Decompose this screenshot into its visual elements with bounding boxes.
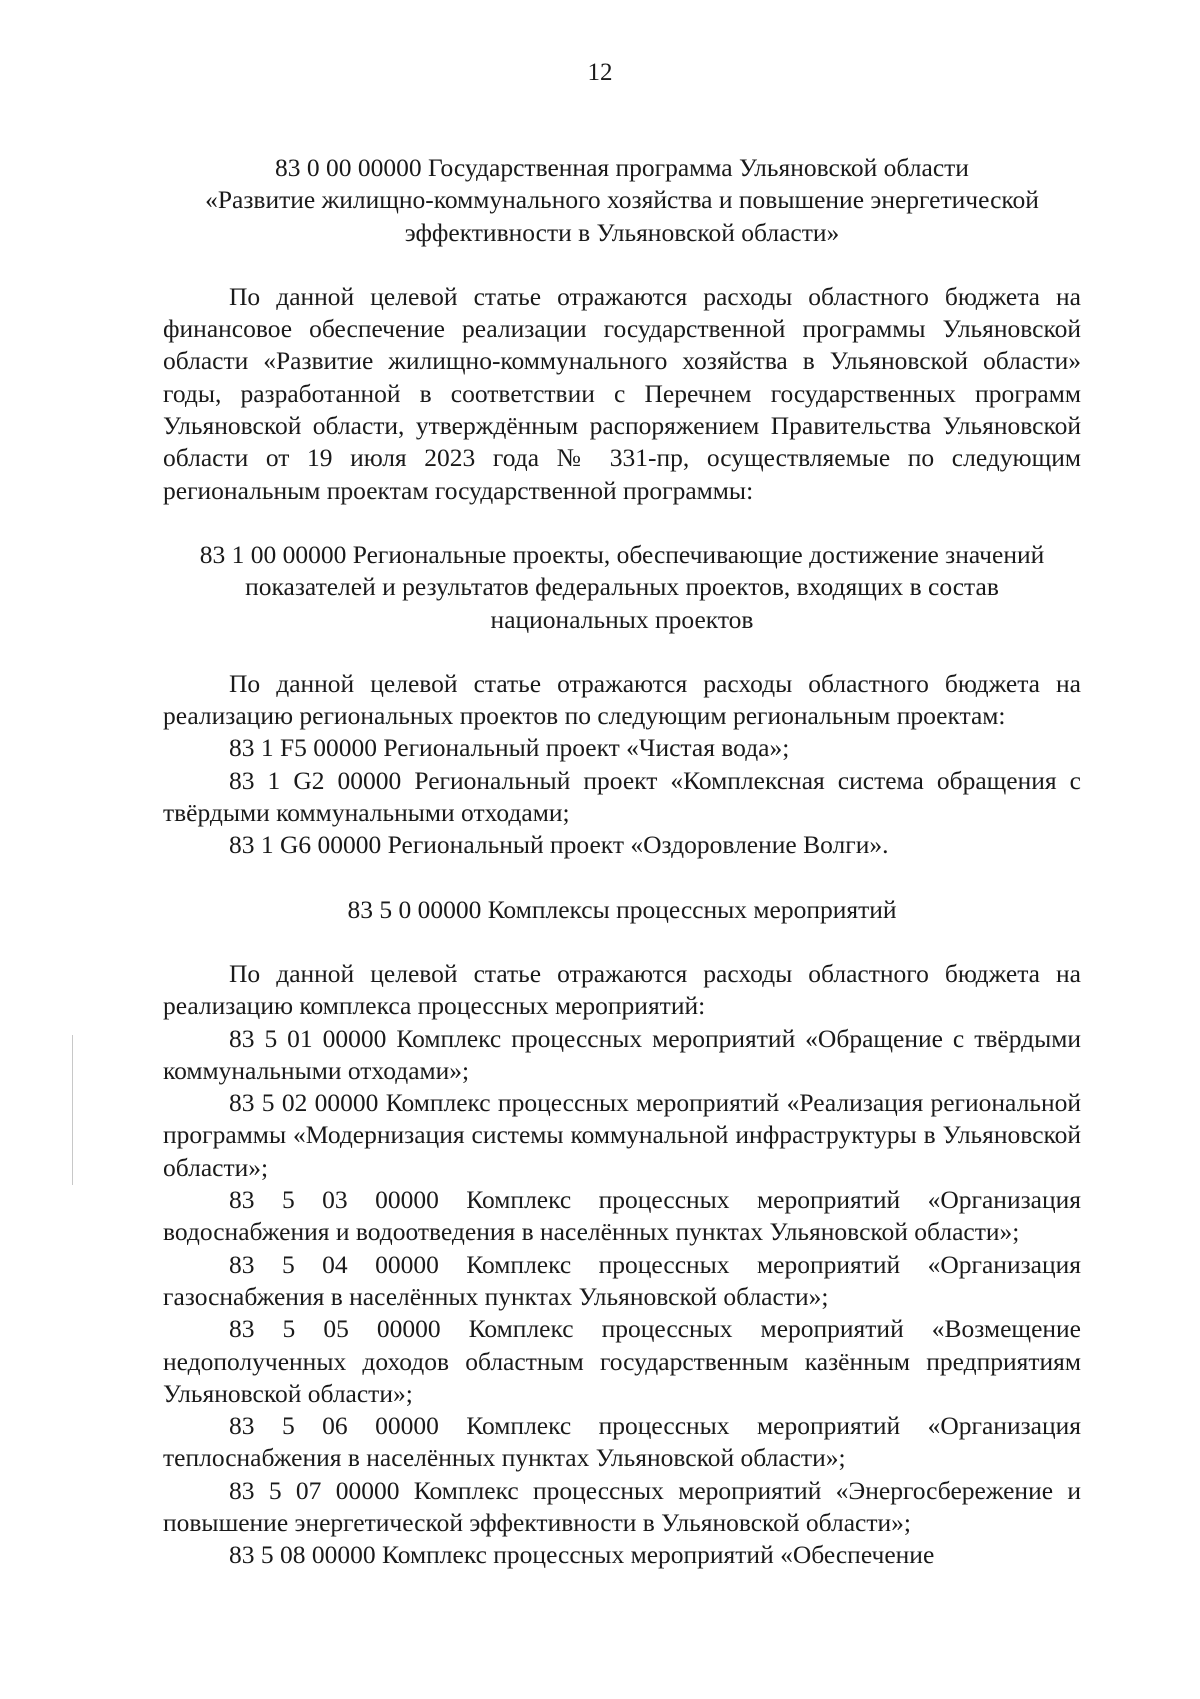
heading-line: эффективности в Ульяновской области» [404,217,840,247]
list-item: 83 1 G2 00000 Региональный проект «Комплексная система обращения с твёрдыми коммунальными отходами; [163,765,1081,828]
list-item: 83 5 08 00000 Комплекс процессных мероприятий «Обеспечение [229,1540,935,1570]
heading-line: 83 0 00 00000 Государственная программа Ульяновской области [275,153,969,182]
list-item: 83 1 F5 00000 Региональный проект «Чистая вода»; [229,733,790,763]
heading-line: 83 5 0 00000 Комплексы процессных мероприятий [347,894,897,924]
list-item: 83 1 G6 00000 Региональный проект «Оздоровление Волги». [229,830,889,860]
heading-line: «Развитие жилищно-коммунального хозяйства и повышение энергетической [205,185,1039,215]
program-heading [163,152,1081,249]
list-item: 83 5 04 00000 Комплекс процессных мероприятий «Организация газоснабжения в населённых пунктах Ульяновской области»; [163,1249,1081,1311]
scan-margin-line [72,1035,73,1185]
program-paragraph: По данной целевой статье отражаются расходы областного бюджета на финансовое обеспечение реализации государственной программы Ульяновской области «Развитие жилищно-коммунального хозяйства в Ульяновской области» годы, разработанной в соответствии с Перечнем государственных программ Ульяновской области, утверждённым распоряжением Правительства Ульяновской области от 19 июля 2023 года № 331-пр, осуществляемые по следующим региональным проектам государственной программы: [163,281,1081,505]
process-measures-paragraph: По данной целевой статье отражаются расходы областного бюджета на реализацию комплекса процессных мероприятий: [163,958,1081,1021]
list-item: 83 5 01 00000 Комплекс процессных мероприятий «Обращение с твёрдыми коммунальными отходами»; [163,1023,1081,1085]
list-item: 83 5 06 00000 Комплекс процессных мероприятий «Организация теплоснабжения в населённых пунктах Ульяновской области»; [163,1411,1081,1473]
document-body [163,152,1081,1572]
heading-line: национальных проектов [490,604,754,634]
list-item: 83 5 02 00000 Комплекс процессных мероприятий «Реализация региональной программы «Модернизация системы коммунальной инфраструктуры в Ульяновской области»; [163,1088,1081,1182]
page-number: 12 [587,59,613,86]
heading-line: показателей и результатов федеральных проектов, входящих в состав [245,572,999,602]
regional-projects-heading [163,539,1081,636]
list-item: 83 5 03 00000 Комплекс процессных мероприятий «Организация водоснабжения и водоотведения в населённых пунктах Ульяновской области»; [163,1185,1081,1247]
list-item: 83 5 07 00000 Комплекс процессных мероприятий «Энергосбережение и повышение энергетической эффективности в Ульяновской области»; [163,1475,1081,1537]
regional-projects-paragraph: По данной целевой статье отражаются расходы областного бюджета на реализацию региональных проектов по следующим региональным проектам: [163,668,1081,731]
list-item: 83 5 05 00000 Комплекс процессных мероприятий «Возмещение недополученных доходов областным государственным казённым предприятиям Ульяновской области»; [163,1314,1081,1408]
heading-line: 83 1 00 00000 Региональные проекты, обеспечивающие достижение значений [199,539,1045,569]
process-measures-heading [163,894,1081,926]
